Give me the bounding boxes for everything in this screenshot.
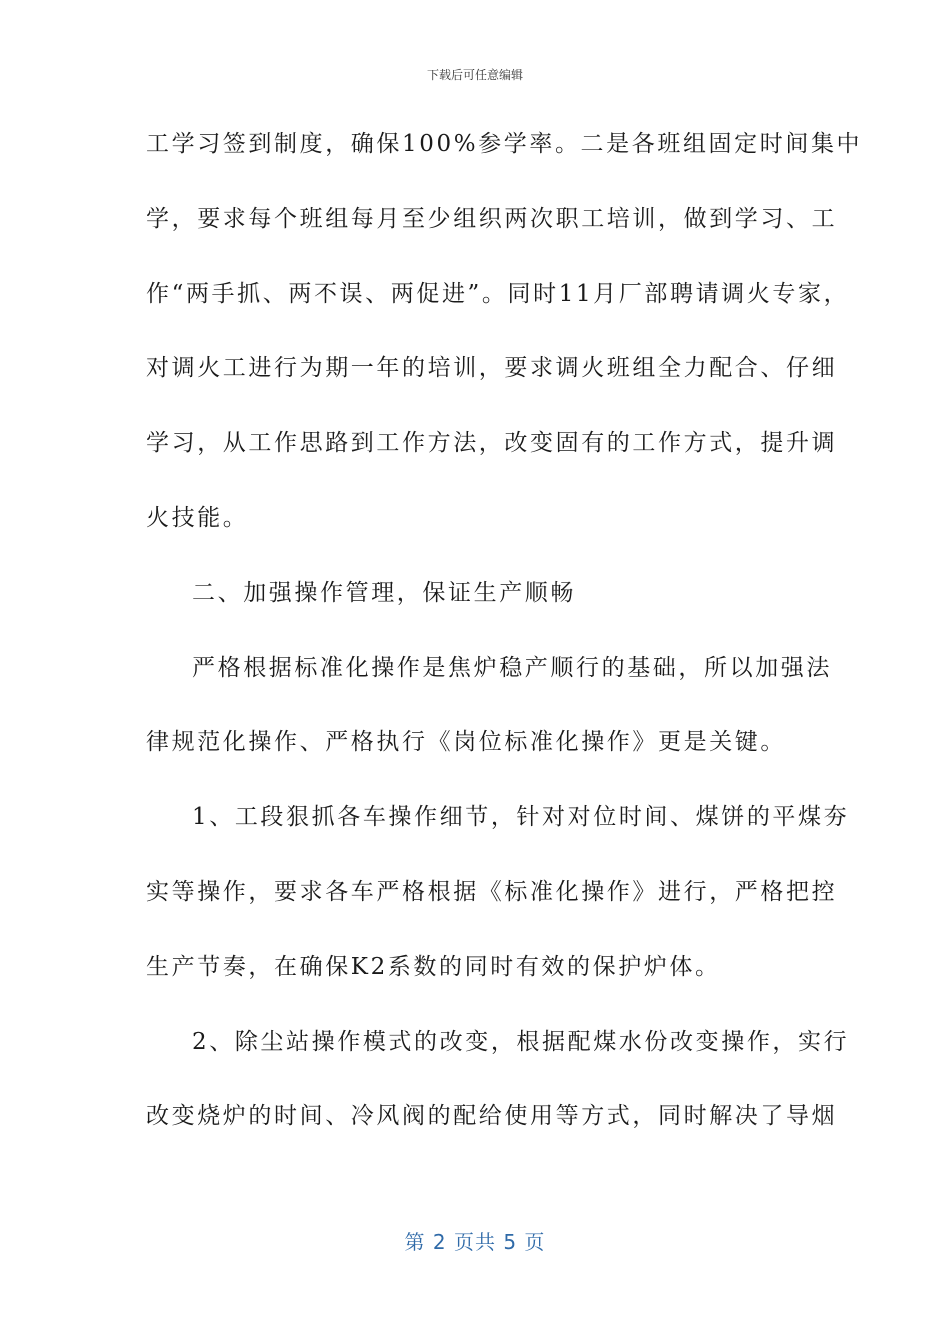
section-heading: 二、加强操作管理，保证生产顺畅 — [192, 579, 576, 606]
body-line: 学，要求每个班组每月至少组织两次职工培训，做到学习、工 — [146, 205, 838, 232]
list-item-line: 1、工段狠抓各车操作细节，针对对位时间、煤饼的平煤夯 — [192, 804, 850, 831]
body-line: 生产节奏，在确保K2系数的同时有效的保护炉体。 — [146, 953, 721, 980]
page-header-note: 下载后可任意编辑 — [426, 68, 523, 82]
body-line: 严格根据标准化操作是焦炉稳产顺行的基础，所以加强法 — [192, 654, 832, 681]
body-line: 实等操作，要求各车严格根据《标准化操作》进行，严格把控 — [146, 878, 838, 905]
body-line: 工学习签到制度，确保100%参学率。二是各班组固定时间集中 — [146, 131, 863, 157]
page-number: 第 2 页共 5 页 — [404, 1230, 546, 1254]
body-line: 对调火工进行为期一年的培训，要求调火班组全力配合、仔细 — [146, 355, 838, 382]
body-line: 火技能。 — [146, 504, 249, 531]
body-line: 律规范化操作、严格执行《岗位标准化操作》更是关键。 — [146, 729, 786, 756]
document-body — [146, 128, 863, 1175]
body-line: 作“两手抓、两不误、两促进”。同时11月厂部聘请调火专家， — [146, 280, 850, 307]
body-line: 改变烧炉的时间、冷风阀的配给使用等方式，同时解决了导烟 — [146, 1103, 838, 1130]
body-line: 学习，从工作思路到工作方法，改变固有的工作方式，提升调 — [146, 430, 838, 457]
list-item-line: 2、除尘站操作模式的改变，根据配煤水份改变操作，实行 — [192, 1028, 850, 1055]
